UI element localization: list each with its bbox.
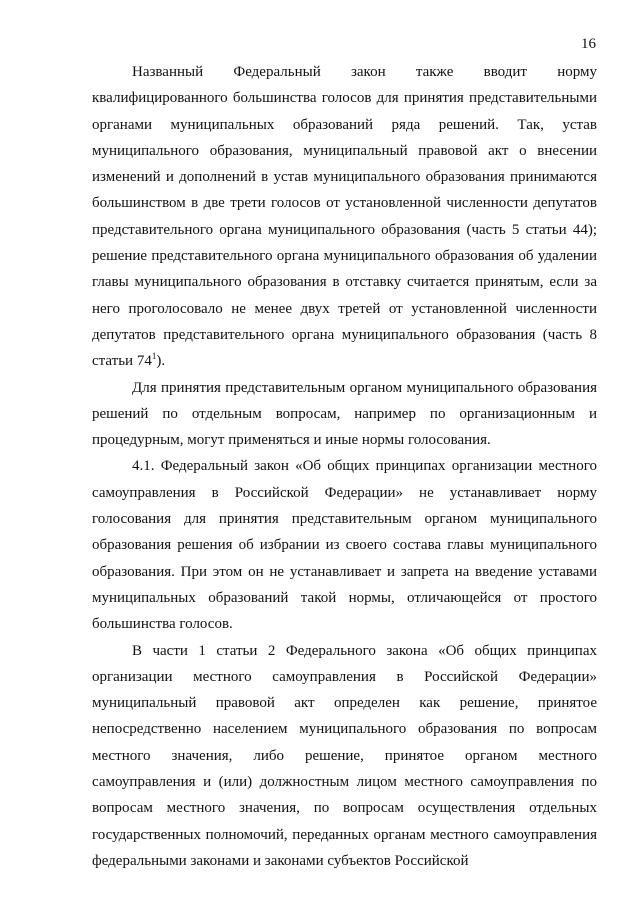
paragraph-4: В части 1 статьи 2 Федерального закона «Об общих принципах организации местного самоуправления в Российской Федерации» муниципальный правовой акт определен как решение, принятое непосредственно населением муниципального образования по вопросам местного значения, либо решение, принятое органом местного самоуправления и (или) должностным лицом местного самоуправления по вопросам местного значения, по вопросам осуществления отдельных государственных полномочий, переданных органам местного самоуправления федеральными законами и законами субъектов Российской [92,642,597,869]
paragraph-3: 4.1. Федеральный закон «Об общих принципах организации местного самоуправления в Российской Федерации» не устанавливает норму голосования для принятия представительным органом муниципального образования решения об избрании из своего состава главы муниципального образования. При этом он не устанавливает и запрета на введение уставами муниципальных образований такой нормы, отличающейся от простого большинства голосов. [92,458,597,633]
footnote-superscript: 1 [151,351,157,362]
document-body [92,59,597,874]
paragraph-1 [92,59,597,375]
paragraph-1-tail: ). [156,353,166,370]
paragraph-1-text: Названный Федеральный закон также вводит норму квалифицированного большинства голосов для принятия представительными органами муниципальных образований ряда решений. Так, устав муниципального образования, муниципальный правовой акт о внесении изменений и дополнений в устав муниципального образования принимаются большинством в две трети голосов от установленной численности депутатов представительного органа муниципального образования (часть 5 статьи 44); решение представительного органа муниципального образования об удалении главы муниципального образования в отставку считается принятым, если за него проголосовало не менее двух третей от установленной численности депутатов представительного органа муниципального образования (часть 8 статьи 74 [92,64,597,370]
page-number: 16 [581,36,596,52]
paragraph-2: Для принятия представительным органом муниципального образования решений по отдельным вопросам, например по организационным и процедурным, могут применяться и иные нормы голосования. [92,379,597,449]
